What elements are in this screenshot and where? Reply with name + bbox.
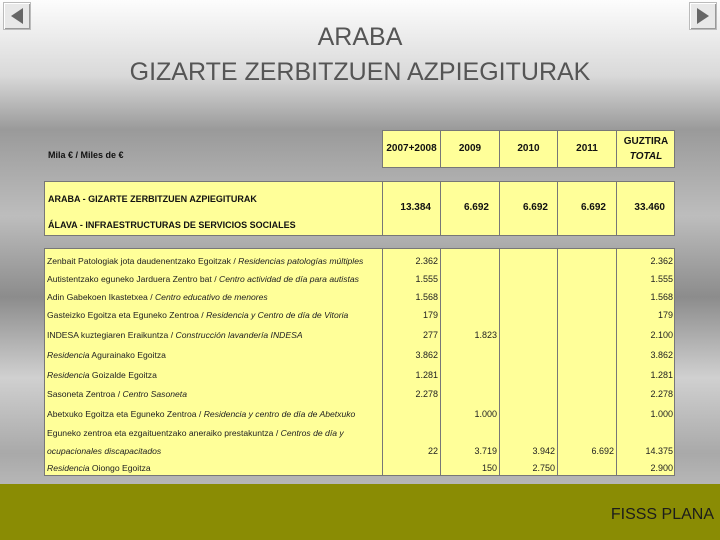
cell-value: 2.362 — [415, 256, 438, 266]
row-label-es: Residencia — [47, 370, 90, 380]
cell-value: 2.278 — [415, 389, 438, 399]
row-label-continued — [47, 446, 161, 456]
summary-label-es: ÁLAVA - INFRAESTRUCTURAS DE SERVICIOS SOCIALES — [48, 220, 296, 230]
cell-value: 179 — [657, 310, 673, 320]
row-label-eu: INDESA kuztegiaren Eraikuntza / — [47, 330, 176, 340]
row-label-es: Centros de día y — [280, 428, 344, 438]
row-label — [47, 389, 187, 399]
row-label — [47, 428, 344, 438]
cell-value: 1.555 — [415, 274, 438, 284]
summary-value: 33.460 — [634, 202, 665, 213]
row-label-eu: Eguneko zentroa eta ezgaituentzako aneraiko prestakuntza / — [47, 428, 281, 438]
cell-value: 2.100 — [650, 330, 673, 340]
summary-value: 6.692 — [463, 202, 489, 213]
cell-value: 1.281 — [650, 370, 673, 380]
row-label — [47, 350, 166, 360]
cell-value: 1.568 — [415, 292, 438, 302]
cell-value: 1.281 — [415, 370, 438, 380]
summary-value: 6.692 — [522, 202, 548, 213]
cell-value: 3.719 — [474, 446, 497, 456]
cell-value: 179 — [422, 310, 438, 320]
row-label-es: Residencias patologías múltiples — [238, 256, 364, 266]
cell-value: 14.375 — [645, 446, 673, 456]
row-label — [47, 274, 359, 284]
cell-value: 2.278 — [650, 389, 673, 399]
cell-value: 1.000 — [650, 409, 673, 419]
row-label-eu: Sasoneta Zentroa / — [47, 389, 123, 399]
row-label-tail: Oiongo Egoitza — [89, 463, 151, 473]
row-label-tail: Agurainako Egoitza — [89, 350, 166, 360]
cell-value: 1.823 — [474, 330, 497, 340]
row-label-es-continued: ocupacionales discapacitados — [47, 446, 162, 456]
column-header: 2009 — [458, 143, 482, 154]
column-header: TOTAL — [629, 151, 663, 162]
cell-value: 150 — [481, 463, 497, 473]
row-label-es: Construcción lavandería INDESA — [175, 330, 303, 340]
cell-value: 3.942 — [532, 446, 555, 456]
slide-subtitle: GIZARTE ZERBITZUEN AZPIEGITURAK — [129, 58, 591, 86]
summary-value: 13.384 — [400, 202, 431, 213]
row-label-es: Residencia — [47, 463, 90, 473]
summary-label-eu: ARABA - GIZARTE ZERBITZUEN AZPIEGITURAK — [48, 194, 257, 204]
row-label-es: Centro educativo de menores — [154, 292, 268, 302]
footer-title: FISSS PLANA — [610, 506, 714, 523]
row-label-es: Residencia — [47, 350, 90, 360]
cell-value: 3.862 — [415, 350, 438, 360]
row-label-eu: Abetxuko Egoitza eta Eguneko Zentroa / — [47, 409, 204, 419]
column-header: 2011 — [576, 143, 598, 154]
column-header: GUZTIRA — [623, 136, 669, 147]
cell-value: 2.362 — [650, 256, 673, 266]
cell-value: 1.000 — [474, 409, 497, 419]
column-header: 2010 — [517, 143, 540, 154]
row-label-tail: Goizalde Egoitza — [89, 370, 157, 380]
row-label-eu: Zenbait Patologiak jota daudenentzako Egoitzak / — [47, 256, 239, 266]
summary-value: 6.692 — [580, 202, 606, 213]
row-label-eu: Gasteizko Egoitza eta Eguneko Zentroa / — [47, 310, 207, 320]
row-label — [47, 256, 363, 266]
row-label-es: Centro Sasoneta — [122, 389, 187, 399]
row-label — [47, 292, 268, 302]
row-label-eu: Adin Gabekoen Ikastetxea / — [47, 292, 155, 302]
row-label-es: Centro actividad de día para autistas — [218, 274, 359, 284]
cell-value: 1.568 — [650, 292, 673, 302]
cell-value: 277 — [422, 330, 438, 340]
row-label-es: Residencia y centro de día de Abetxuko — [203, 409, 356, 419]
row-label — [47, 370, 157, 380]
cell-value: 1.555 — [650, 274, 673, 284]
cell-value: 2.750 — [532, 463, 555, 473]
cell-value: 2.900 — [650, 463, 673, 473]
row-label — [47, 463, 151, 473]
slide-title: ARABA — [317, 23, 403, 51]
row-label — [47, 330, 303, 340]
footer-bar — [0, 484, 720, 540]
row-label — [47, 409, 355, 419]
cell-value: 6.692 — [591, 446, 614, 456]
row-label-es: Residencia y Centro de día de Vitoria — [206, 310, 349, 320]
row-label-eu: Autistentzako eguneko Jarduera Zentro bat / — [47, 274, 219, 284]
cell-value: 22 — [427, 446, 438, 456]
column-header: 2007+2008 — [386, 143, 437, 154]
units-label: Mila € / Miles de € — [48, 150, 124, 160]
cell-value: 3.862 — [650, 350, 673, 360]
row-label — [47, 310, 348, 320]
